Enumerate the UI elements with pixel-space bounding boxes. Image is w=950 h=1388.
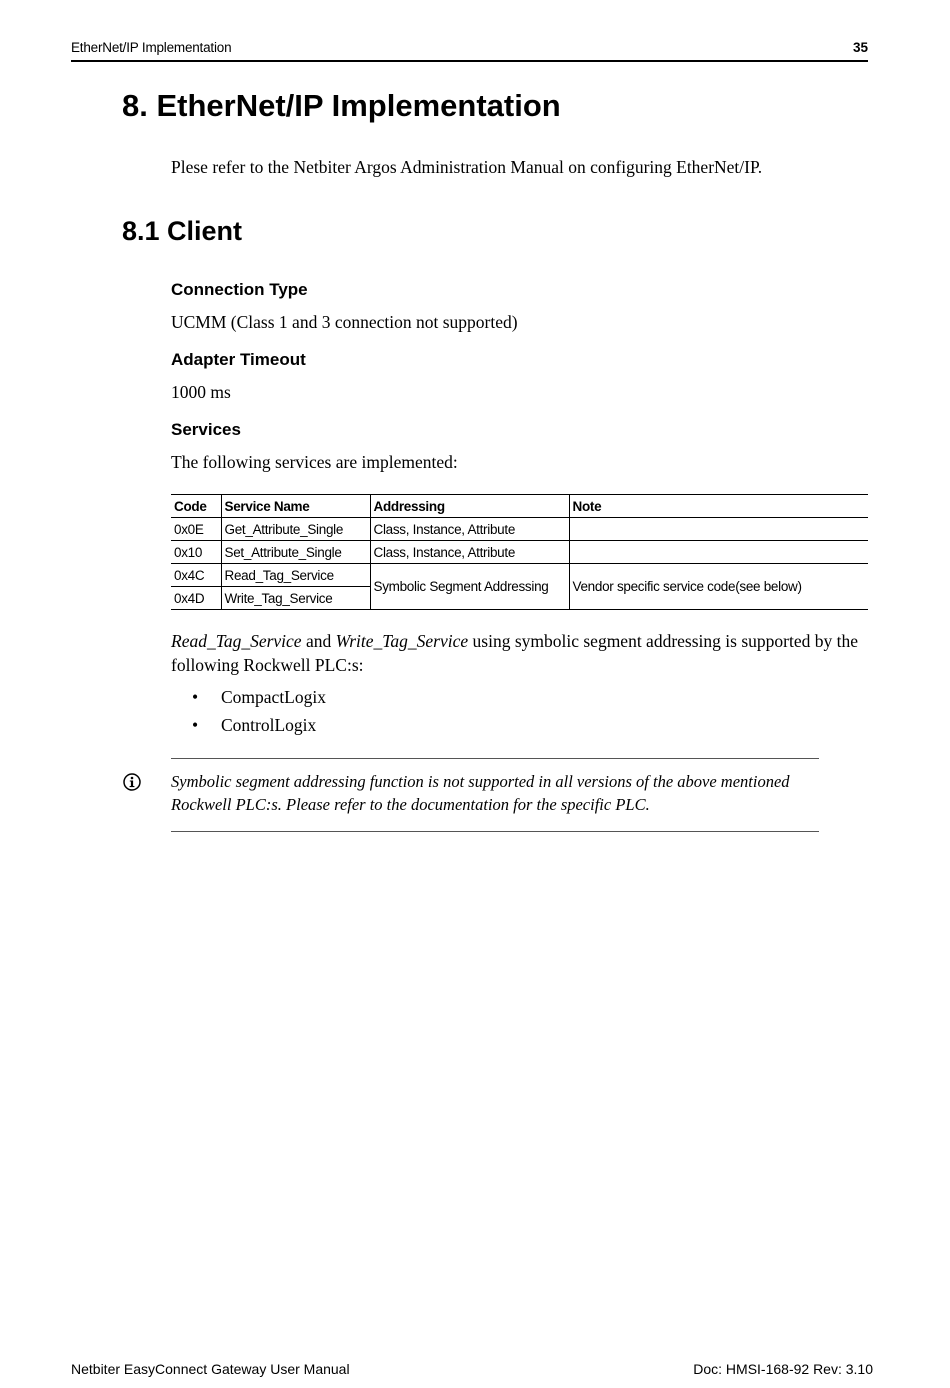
cell-addressing: Symbolic Segment Addressing [370,564,569,610]
column-header-note: Note [569,495,868,518]
write-tag-service-term: Write_Tag_Service [335,631,469,651]
connection-type-value: UCMM (Class 1 and 3 connection not supported) [171,312,518,332]
running-footer [71,1361,873,1381]
intro-paragraph: Plese refer to the Netbiter Argos Administration Manual on configuring EtherNet/IP. [171,157,763,177]
footer-manual-title: Netbiter EasyConnect Gateway User Manual [71,1361,350,1377]
cell-note [569,518,868,541]
column-header-service-name: Service Name [221,495,370,518]
cell-code: 0x10 [171,541,221,564]
cell-code: 0x4D [171,587,221,610]
cell-service-name: Read_Tag_Service [221,564,370,587]
cell-code: 0x0E [171,518,221,541]
cell-note [569,541,868,564]
table-row [171,518,868,541]
column-header-addressing: Addressing [370,495,569,518]
table-row [171,564,868,587]
list-item [171,685,326,713]
note-bottom-divider [171,831,819,832]
list-item-label: CompactLogix [221,687,326,707]
services-table [171,494,868,610]
cell-service-name: Get_Attribute_Single [221,518,370,541]
bullet-icon: • [192,687,199,707]
note-top-divider [171,758,819,759]
connection-type-heading: Connection Type [171,280,308,299]
page-number: 35 [852,40,868,55]
adapter-timeout-value: 1000 ms [171,382,231,402]
cell-service-name: Write_Tag_Service [221,587,370,610]
table-row [171,541,868,564]
adapter-timeout-heading: Adapter Timeout [171,350,306,369]
cell-note: Vendor specific service code(see below) [569,564,868,610]
cell-addressing: Class, Instance, Attribute [370,518,569,541]
usage-paragraph [171,629,871,677]
plc-list [171,685,326,741]
running-header [71,38,868,62]
info-icon [123,773,141,791]
usage-connector: and [305,631,332,651]
footer-doc-ref: Doc: HMSI-168-92 Rev: 3.10 [693,1361,873,1377]
note-text: Symbolic segment addressing function is not supported in all versions of the above mentioned Rockwell PLC:s. Please refer to the documentation for the specific PLC. [171,772,790,814]
services-heading: Services [171,420,241,439]
section-heading-client: 8.1 Client [122,216,243,246]
table-header-row [171,495,868,518]
cell-addressing: Class, Instance, Attribute [370,541,569,564]
cell-service-name: Set_Attribute_Single [221,541,370,564]
services-intro: The following services are implemented: [171,452,458,472]
bullet-icon: • [192,715,199,735]
column-header-code: Code [171,495,221,518]
chapter-title: 8. EtherNet/IP Implementation [122,88,561,123]
list-item-label: ControlLogix [221,715,317,735]
read-tag-service-term: Read_Tag_Service [171,631,302,651]
list-item [171,713,326,741]
cell-code: 0x4C [171,564,221,587]
usage-rest: using symbolic segment addressing is supported by the following Rockwell PLC:s: [171,631,858,675]
header-section-title: EtherNet/IP Implementation [71,40,232,55]
